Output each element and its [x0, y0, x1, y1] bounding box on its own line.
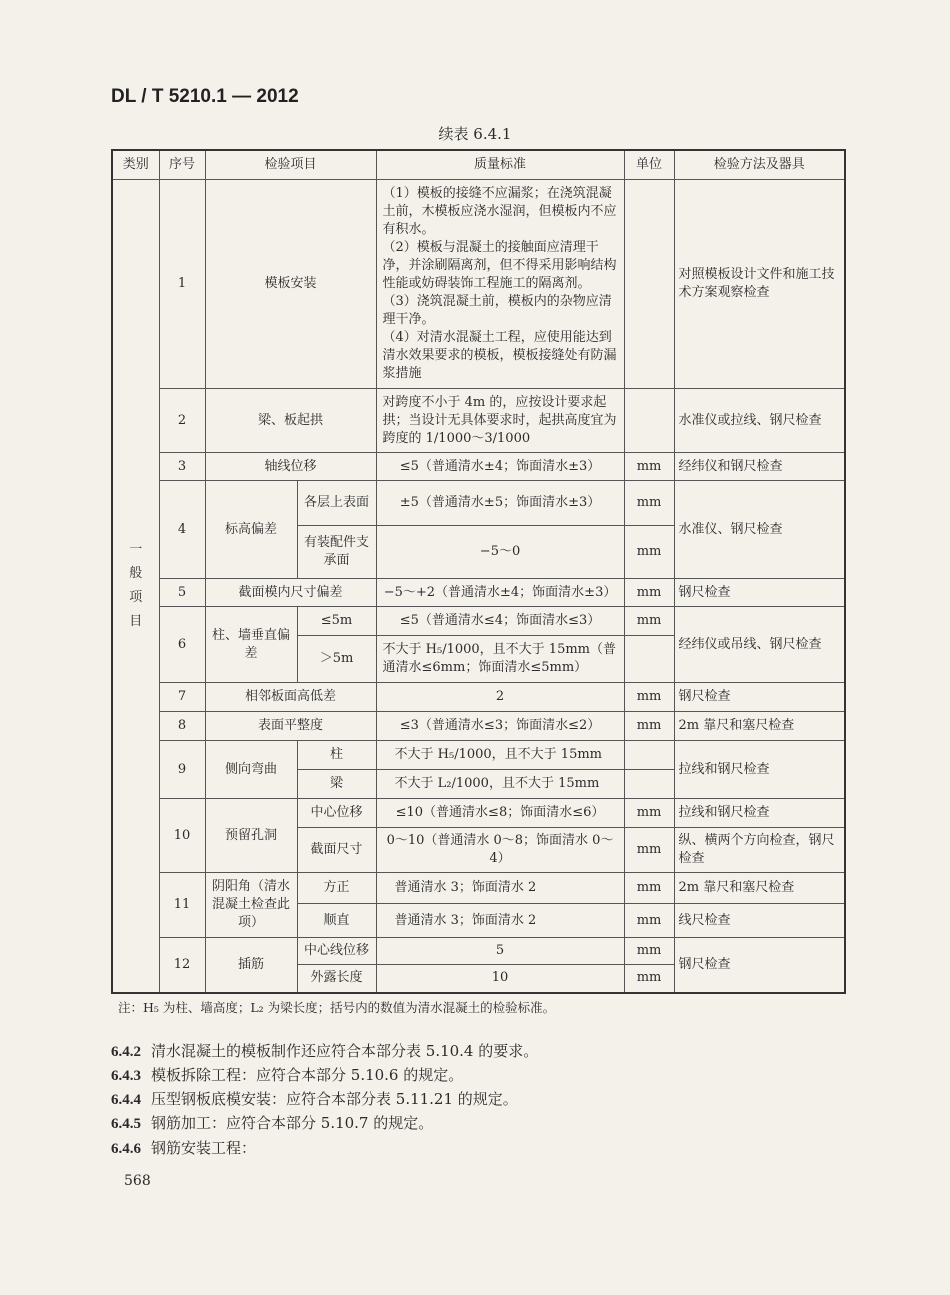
quality-line: （3）浇筑混凝土前，模板内的杂物应清理干净。	[382, 294, 612, 327]
quality-cell: 普通清水 3；饰面清水 2	[376, 904, 624, 938]
sub-item-cell: 柱	[297, 741, 376, 770]
table-note: 注：H₅ 为柱、墙高度；L₂ 为梁长度；括号内的数值为清水混凝土的检验标准。	[118, 1000, 556, 1015]
header-category: 类别	[112, 150, 159, 180]
sub-item-cell: ＞5m	[297, 636, 376, 683]
sub-item-cell: 梁	[297, 770, 376, 799]
quality-cell: ≤10（普通清水≤8；饰面清水≤6）	[376, 799, 624, 828]
inspection-table	[111, 149, 846, 994]
quality-cell: ≤5（普通清水≤4；饰面清水≤3）	[376, 607, 624, 636]
table-row	[112, 180, 845, 389]
unit-cell: mm	[624, 712, 674, 741]
clause-number: 6.4.5	[111, 1116, 141, 1132]
quality-cell: 不大于 H₅/1000，且不大于 15mm	[376, 741, 624, 770]
unit-cell	[624, 770, 674, 799]
table-row	[112, 453, 845, 481]
quality-cell: ±5（普通清水±5；饰面清水±3）	[376, 481, 624, 526]
quality-cell: −5～+2（普通清水±4；饰面清水±3）	[376, 579, 624, 607]
table-row	[112, 741, 845, 770]
method-cell: 钢尺检查	[674, 938, 845, 993]
clause-text: 钢筋安装工程：	[151, 1139, 257, 1157]
serial-cell: 9	[159, 741, 205, 799]
clause-number: 6.4.2	[111, 1044, 141, 1060]
unit-cell: mm	[624, 828, 674, 873]
unit-cell: mm	[624, 453, 674, 481]
item-cell: 表面平整度	[205, 712, 376, 741]
method-cell: 经纬仪或吊线、钢尺检查	[674, 607, 845, 683]
table-row	[112, 873, 845, 904]
item-cell: 轴线位移	[205, 453, 376, 481]
clause-6-4-4	[111, 1088, 518, 1109]
item-cell: 预留孔洞	[205, 799, 297, 873]
item-cell: 相邻板面高低差	[205, 683, 376, 712]
sub-item-cell: 中心线位移	[297, 938, 376, 965]
quality-cell: 普通清水 3；饰面清水 2	[376, 873, 624, 904]
item-cell: 标高偏差	[205, 481, 297, 579]
serial-cell: 11	[159, 873, 205, 938]
quality-cell: 10	[376, 965, 624, 993]
clause-number: 6.4.6	[111, 1141, 141, 1157]
quality-cell: 5	[376, 938, 624, 965]
item-cell: 柱、墙垂直偏差	[205, 607, 297, 683]
unit-cell	[624, 389, 674, 453]
unit-cell: mm	[624, 799, 674, 828]
table-row	[112, 938, 845, 965]
quality-cell: 2	[376, 683, 624, 712]
quality-line: （1）模板的接缝不应漏浆；在浇筑混凝土前，木模板应浇水湿润，但模板内不应有积水。	[382, 186, 617, 237]
unit-cell: mm	[624, 481, 674, 526]
method-cell: 钢尺检查	[674, 579, 845, 607]
unit-cell	[624, 636, 674, 683]
clause-text: 清水混凝土的模板制作还应符合本部分表 5.10.4 的要求。	[151, 1042, 539, 1060]
page-number: 568	[124, 1173, 151, 1189]
unit-cell: mm	[624, 965, 674, 993]
item-cell: 侧向弯曲	[205, 741, 297, 799]
header-quality: 质量标准	[376, 150, 624, 180]
clause-6-4-3	[111, 1064, 463, 1085]
serial-cell: 2	[159, 389, 205, 453]
item-cell: 插筋	[205, 938, 297, 993]
item-cell: 截面模内尺寸偏差	[205, 579, 376, 607]
method-cell: 钢尺检查	[674, 683, 845, 712]
method-cell: 经纬仪和钢尺检查	[674, 453, 845, 481]
unit-cell: mm	[624, 904, 674, 938]
sub-item-cell: 有装配件支承面	[297, 526, 376, 579]
quality-cell	[376, 180, 624, 389]
standard-code: DL / T 5210.1 — 2012	[111, 86, 299, 107]
quality-cell: ≤5（普通清水±4；饰面清水±3）	[376, 453, 624, 481]
clause-number: 6.4.3	[111, 1068, 141, 1084]
table-header-row	[112, 150, 845, 180]
table-row	[112, 481, 845, 526]
unit-cell: mm	[624, 526, 674, 579]
method-cell: 水准仪或拉线、钢尺检查	[674, 389, 845, 453]
clause-number: 6.4.4	[111, 1092, 141, 1108]
table-row	[112, 712, 845, 741]
method-cell: 对照模板设计文件和施工技术方案观察检查	[674, 180, 845, 389]
sub-item-cell: 各层上表面	[297, 481, 376, 526]
method-cell: 2m 靠尺和塞尺检查	[674, 873, 845, 904]
clause-6-4-2	[111, 1040, 538, 1061]
serial-cell: 10	[159, 799, 205, 873]
quality-cell: −5～0	[376, 526, 624, 579]
method-cell: 2m 靠尺和塞尺检查	[674, 712, 845, 741]
unit-cell: mm	[624, 873, 674, 904]
sub-item-cell: 方正	[297, 873, 376, 904]
clause-6-4-5	[111, 1112, 433, 1133]
quality-cell: 对跨度不小于 4m 的，应按设计要求起拱；当设计无具体要求时，起拱高度宜为跨度的 1/1000～3/1000	[376, 389, 624, 453]
header-item: 检验项目	[205, 150, 376, 180]
sub-item-cell: 外露长度	[297, 965, 376, 993]
sub-item-cell: 截面尺寸	[297, 828, 376, 873]
quality-line: （4）对清水混凝土工程，应使用能达到清水效果要求的模板，模板接缝处有防漏浆措施	[382, 330, 617, 381]
method-cell: 拉线和钢尺检查	[674, 799, 845, 828]
quality-cell: 不大于 H₅/1000，且不大于 15mm（普通清水≤6mm；饰面清水≤5mm）	[376, 636, 624, 683]
serial-cell: 7	[159, 683, 205, 712]
serial-cell: 4	[159, 481, 205, 579]
header-unit: 单位	[624, 150, 674, 180]
unit-cell: mm	[624, 683, 674, 712]
unit-cell: mm	[624, 579, 674, 607]
unit-cell: mm	[624, 938, 674, 965]
unit-cell	[624, 180, 674, 389]
sub-item-cell: 中心位移	[297, 799, 376, 828]
table-row	[112, 389, 845, 453]
clause-text: 钢筋加工：应符合本部分 5.10.7 的规定。	[151, 1114, 434, 1132]
serial-cell: 3	[159, 453, 205, 481]
table-title: 续表 6.4.1	[438, 125, 512, 143]
method-cell: 水准仪、钢尺检查	[674, 481, 845, 579]
item-cell: 阴阳角（清水混凝土检查此项）	[205, 873, 297, 938]
quality-cell: ≤3（普通清水≤3；饰面清水≤2）	[376, 712, 624, 741]
serial-cell: 8	[159, 712, 205, 741]
unit-cell: mm	[624, 607, 674, 636]
clause-6-4-6	[111, 1137, 256, 1158]
sub-item-cell: 顺直	[297, 904, 376, 938]
header-serial: 序号	[159, 150, 205, 180]
method-cell: 拉线和钢尺检查	[674, 741, 845, 799]
quality-line: （2）模板与混凝土的接触面应清理干净，并涂刷隔离剂，但不得采用影响结构性能或妨碍装饰工程施工的隔离剂。	[382, 240, 617, 291]
table-row	[112, 579, 845, 607]
table-row	[112, 683, 845, 712]
serial-cell: 5	[159, 579, 205, 607]
sub-item-cell: ≤5m	[297, 607, 376, 636]
unit-cell	[624, 741, 674, 770]
category-cell	[112, 180, 159, 993]
clause-text: 压型钢板底模安装：应符合本部分表 5.11.21 的规定。	[151, 1090, 518, 1108]
serial-cell: 12	[159, 938, 205, 993]
category-label: 一般项目	[129, 541, 143, 629]
item-cell: 梁、板起拱	[205, 389, 376, 453]
method-cell: 纵、横两个方向检查，钢尺检查	[674, 828, 845, 873]
quality-cell: 0～10（普通清水 0～8；饰面清水 0～4）	[376, 828, 624, 873]
clause-text: 模板拆除工程：应符合本部分 5.10.6 的规定。	[151, 1066, 464, 1084]
serial-cell: 6	[159, 607, 205, 683]
method-cell: 线尺检查	[674, 904, 845, 938]
serial-cell: 1	[159, 180, 205, 389]
header-method: 检验方法及器具	[674, 150, 845, 180]
item-cell: 模板安装	[205, 180, 376, 389]
quality-cell: 不大于 L₂/1000，且不大于 15mm	[376, 770, 624, 799]
table-row	[112, 607, 845, 636]
table-row	[112, 799, 845, 828]
